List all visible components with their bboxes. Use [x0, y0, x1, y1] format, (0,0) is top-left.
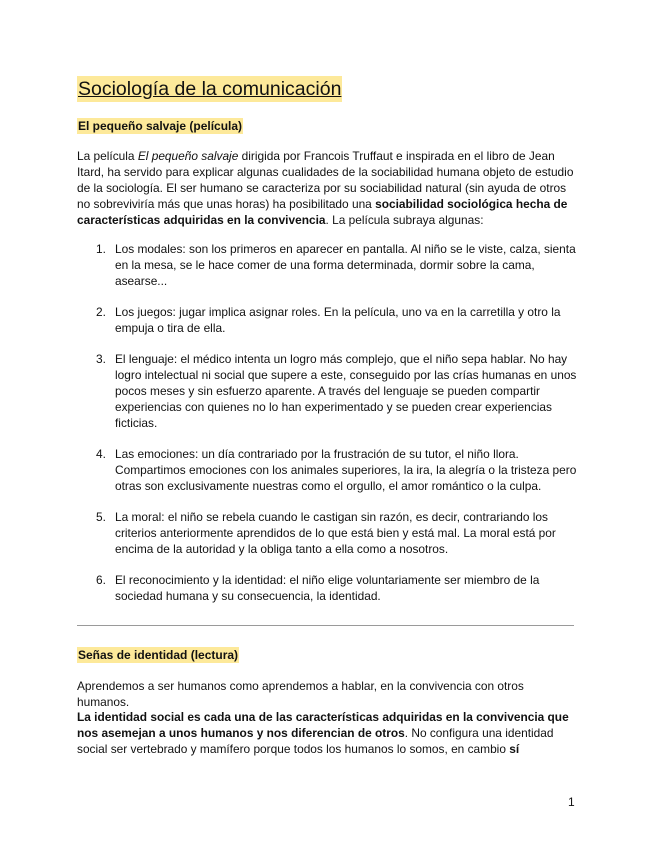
section-heading-pequeno-salvaje: El pequeño salvaje (película) [78, 119, 243, 133]
intro-bold-text: sociabilidad sociológica hecha de características adquiridas en la convivencia [77, 197, 568, 227]
list-item-text: Los modales: son los primeros en aparecer en pantalla. Al niño se le viste, calza, sienta en la mesa, se le hace comer de una forma determinada, dormir sobre la cama, asearse... [115, 242, 576, 288]
list-item-number: 5. [96, 510, 106, 524]
intro-text-2: dirigida por Francois Truffaut e inspirada en el libro de Jean Itard, ha servido para explicar algunas cualidades de la sociabilidad humana objeto de estudio de la sociología. El ser humano se caracteriza por su sociabilidad natural (sin ayuda de otros no sobreviviría más que unas horas) ha posibilitado una [77, 149, 574, 211]
list-item-text: Los juegos: jugar implica asignar roles. En la película, uno va en la carretilla y otro la empuja o tira de ella. [115, 305, 561, 335]
intro-text-1: La película [77, 149, 138, 163]
list-item-text: El lenguaje: el médico intenta un logro más complejo, que el niño sepa hablar. No hay logro intelectual ni social que supere a este, conseguido por las crías humanas en unos pocos meses y sin esfuerzo aparente. A través del lenguaje se pueden compartir experiencias con quienes no lo han experimentado y se pueden crear experiencias ficticias. [115, 352, 577, 430]
list-item [77, 446, 579, 494]
list-item [77, 304, 579, 336]
identity-text: . No configura una identidad social ser vertebrado y mamífero porque todos los humanos lo somos, en cambio [77, 726, 554, 756]
list-item-text: Las emociones: un día contrariado por la frustración de su tutor, el niño llora. Compartimos emociones con los animales superiores, la ira, la alegría o la tristeza pero otras son exclusivamente nuestras como el orgullo, el amor romántico o la culpa. [115, 447, 577, 493]
page-number: 1 [568, 795, 575, 809]
identity-paragraph-2 [77, 709, 579, 757]
list-item-text: El reconocimiento y la identidad: el niño elige voluntariamente ser miembro de la sociedad humana y su consecuencia, la identidad. [115, 573, 540, 603]
identity-paragraph-1: Aprendemos a ser humanos como aprendemos a hablar, en la convivencia con otros humanos. [77, 679, 524, 709]
qualities-list [77, 241, 579, 619]
list-item [77, 351, 579, 431]
intro-paragraph [77, 148, 579, 228]
identity-bold-definition: La identidad social es cada una de las características adquiridas en la convivencia que nos asemejan a unos humanos y nos diferencian de otros [77, 710, 569, 740]
intro-text-3: . La película subraya algunas: [325, 213, 484, 227]
horizontal-divider [77, 625, 574, 626]
list-item-number: 4. [96, 447, 106, 461]
list-item-number: 1. [96, 242, 106, 256]
list-item-number: 2. [96, 305, 106, 319]
list-item-number: 6. [96, 573, 106, 587]
film-title-italic: El pequeño salvaje [137, 149, 239, 163]
identity-bold-si: sí [509, 742, 520, 756]
document-title: Sociología de la comunicación [78, 78, 342, 100]
section-heading-senas-identidad: Señas de identidad (lectura) [78, 648, 239, 662]
list-item [77, 241, 579, 289]
list-item [77, 572, 579, 604]
list-item-number: 3. [96, 352, 106, 366]
list-item-text: La moral: el niño se rebela cuando le castigan sin razón, es decir, contrariando los criterios anteriormente aprendidos de lo que está bien y está mal. La moral está por encima de la autoridad y la obliga tanto a ella como a nosotros. [115, 510, 556, 556]
list-item [77, 509, 579, 557]
